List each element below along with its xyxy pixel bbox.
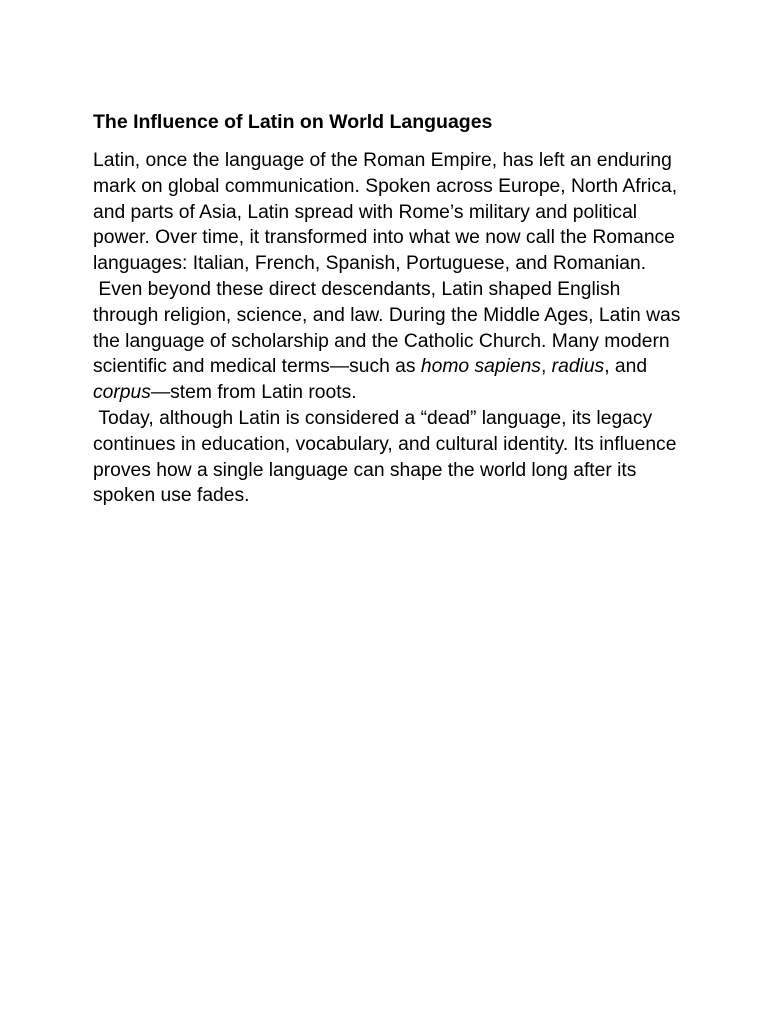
document-title: The Influence of Latin on World Languages (93, 111, 493, 133)
paragraph-2-separator-1: , (540, 356, 552, 378)
paragraph-2-separator-2: , and (604, 356, 648, 378)
document-content (93, 108, 683, 509)
document-body (93, 148, 683, 509)
term-radius: radius (551, 356, 605, 378)
paragraph-1: Latin, once the language of the Roman Empire, has left an enduring mark on global communication. Spoken across Europe, North Africa, and parts of Asia, Latin spread with Rome’s military and political power. Over time, it transformed into what we now call the Romance languages: Italian, French, Spanish, Portuguese, and Romanian. (93, 150, 678, 275)
term-corpus: corpus (93, 382, 151, 404)
paragraph-2-intro: Even beyond these direct descendants, Latin shaped English through religion, science, and law. During the Middle Ages, Latin was the language of scholarship and the Catholic Church. Many modern scientific and medical terms—such as (93, 278, 681, 378)
term-homo-sapiens: homo sapiens (420, 356, 541, 378)
paragraph-2-outro: —stem from Latin roots. (150, 382, 357, 404)
paragraph-2 (93, 277, 683, 406)
paragraph-3-text: Today, although Latin is considered a “dead” language, its legacy continues in education, vocabulary, and cultural identity. Its influence proves how a single language can shape the world long after its spoken use fades. (93, 407, 677, 507)
paragraph-3 (93, 406, 683, 509)
